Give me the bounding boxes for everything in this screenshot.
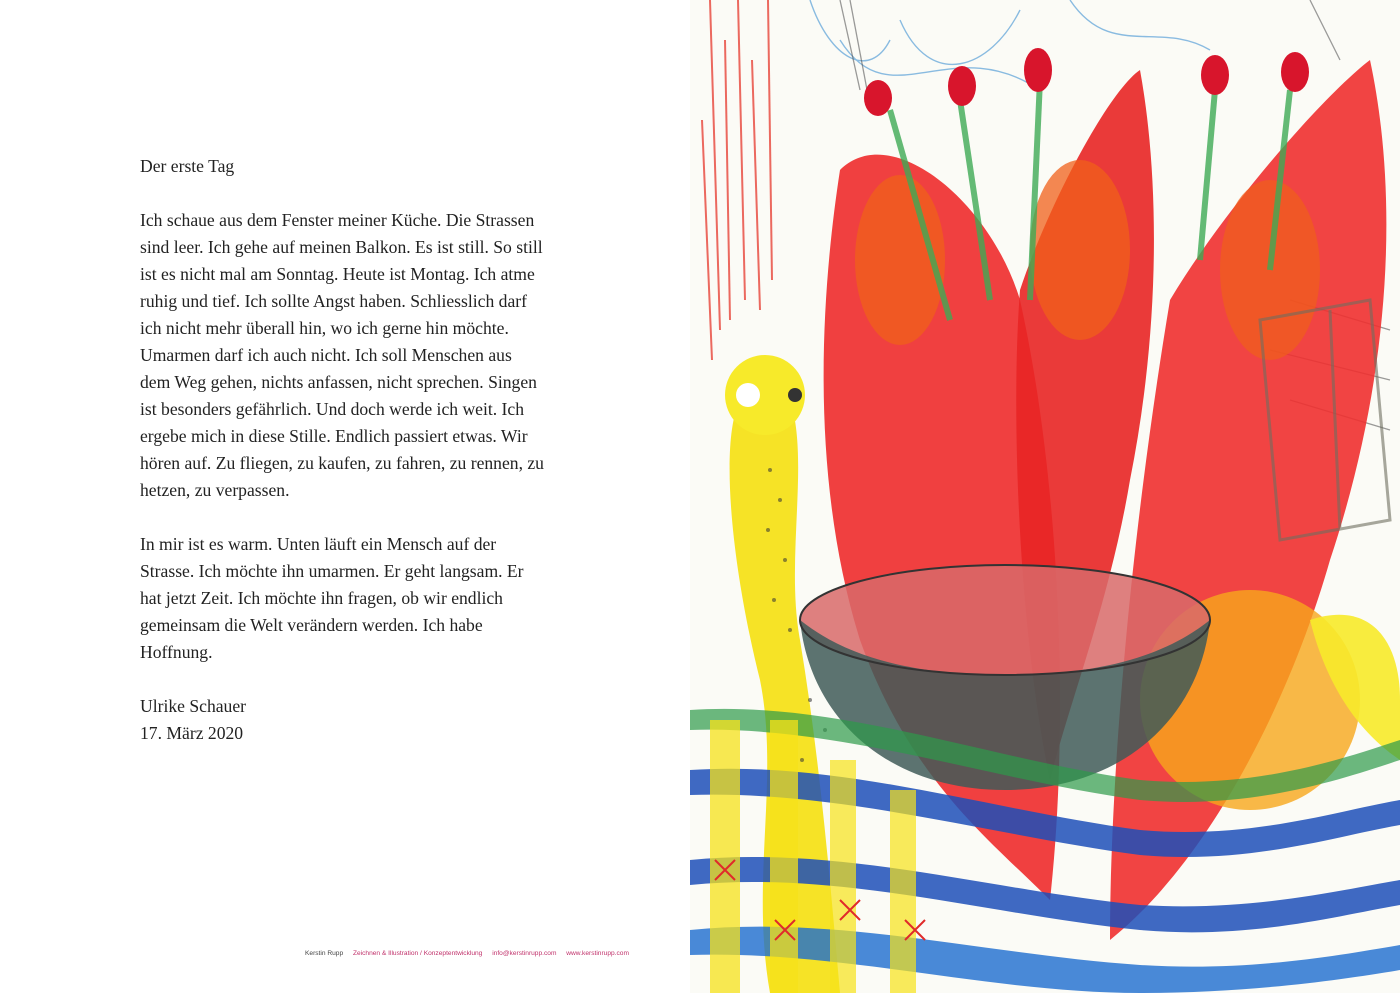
article [140,153,545,747]
article-paragraph-1: Ich schaue aus dem Fenster meiner Küche. Die Strassen sind leer. Ich gehe auf meinen Balkon. Es ist still. So still ist es nicht mal am Sonntag. Heute ist Montag. Ich atme ruhig und tief. Ich sollte Angst haben. Schliesslich darf ich nicht mehr überall hin, wo ich gerne hin möchte. Umarmen darf ich auch nicht. Ich soll Menschen aus dem Weg gehen, nichts anfassen, nicht sprechen. Singen ist besonders gefährlich. Und doch werde ich weit. Ich ergebe mich in diese Stille. Endlich passiert etwas. Wir hören auf. Zu fliegen, zu kaufen, zu fahren, zu rennen, zu hetzen, zu verpassen. [140,210,544,500]
red-pencil-strokes [702,0,772,360]
footer-website[interactable]: www.kerstinrupp.com [566,950,629,957]
illustration [690,0,1400,993]
footer-email[interactable]: info@kerstinrupp.com [492,950,557,957]
blue-pencil-strokes [810,0,1210,90]
yellow-figure-eye-right [788,388,802,402]
article-paragraph-2: In mir ist es warm. Unten läuft ein Mensch auf der Strasse. Ich möchte ihn umarmen. Er geht langsam. Er hat jetzt Zeit. Ich möchte ihn fragen, ob wir endlich gemeinsam die Welt verändern werden. Ich habe Hoffnung. [140,534,524,662]
article-title: Der erste Tag [140,156,235,176]
signature [140,693,545,747]
orange-tulip-middle [1030,160,1130,340]
footer-name: Kerstin Rupp [305,950,344,957]
tulips-bowl-illustration [690,0,1400,993]
yellow-figure-eye-left [736,383,760,407]
footer [305,950,637,957]
footer-services: Zeichnen & Illustration / Konzeptentwicklung [352,950,483,957]
author-name: Ulrike Schauer [140,696,247,716]
article-date: 17. März 2020 [140,723,244,743]
text-page [0,0,690,993]
